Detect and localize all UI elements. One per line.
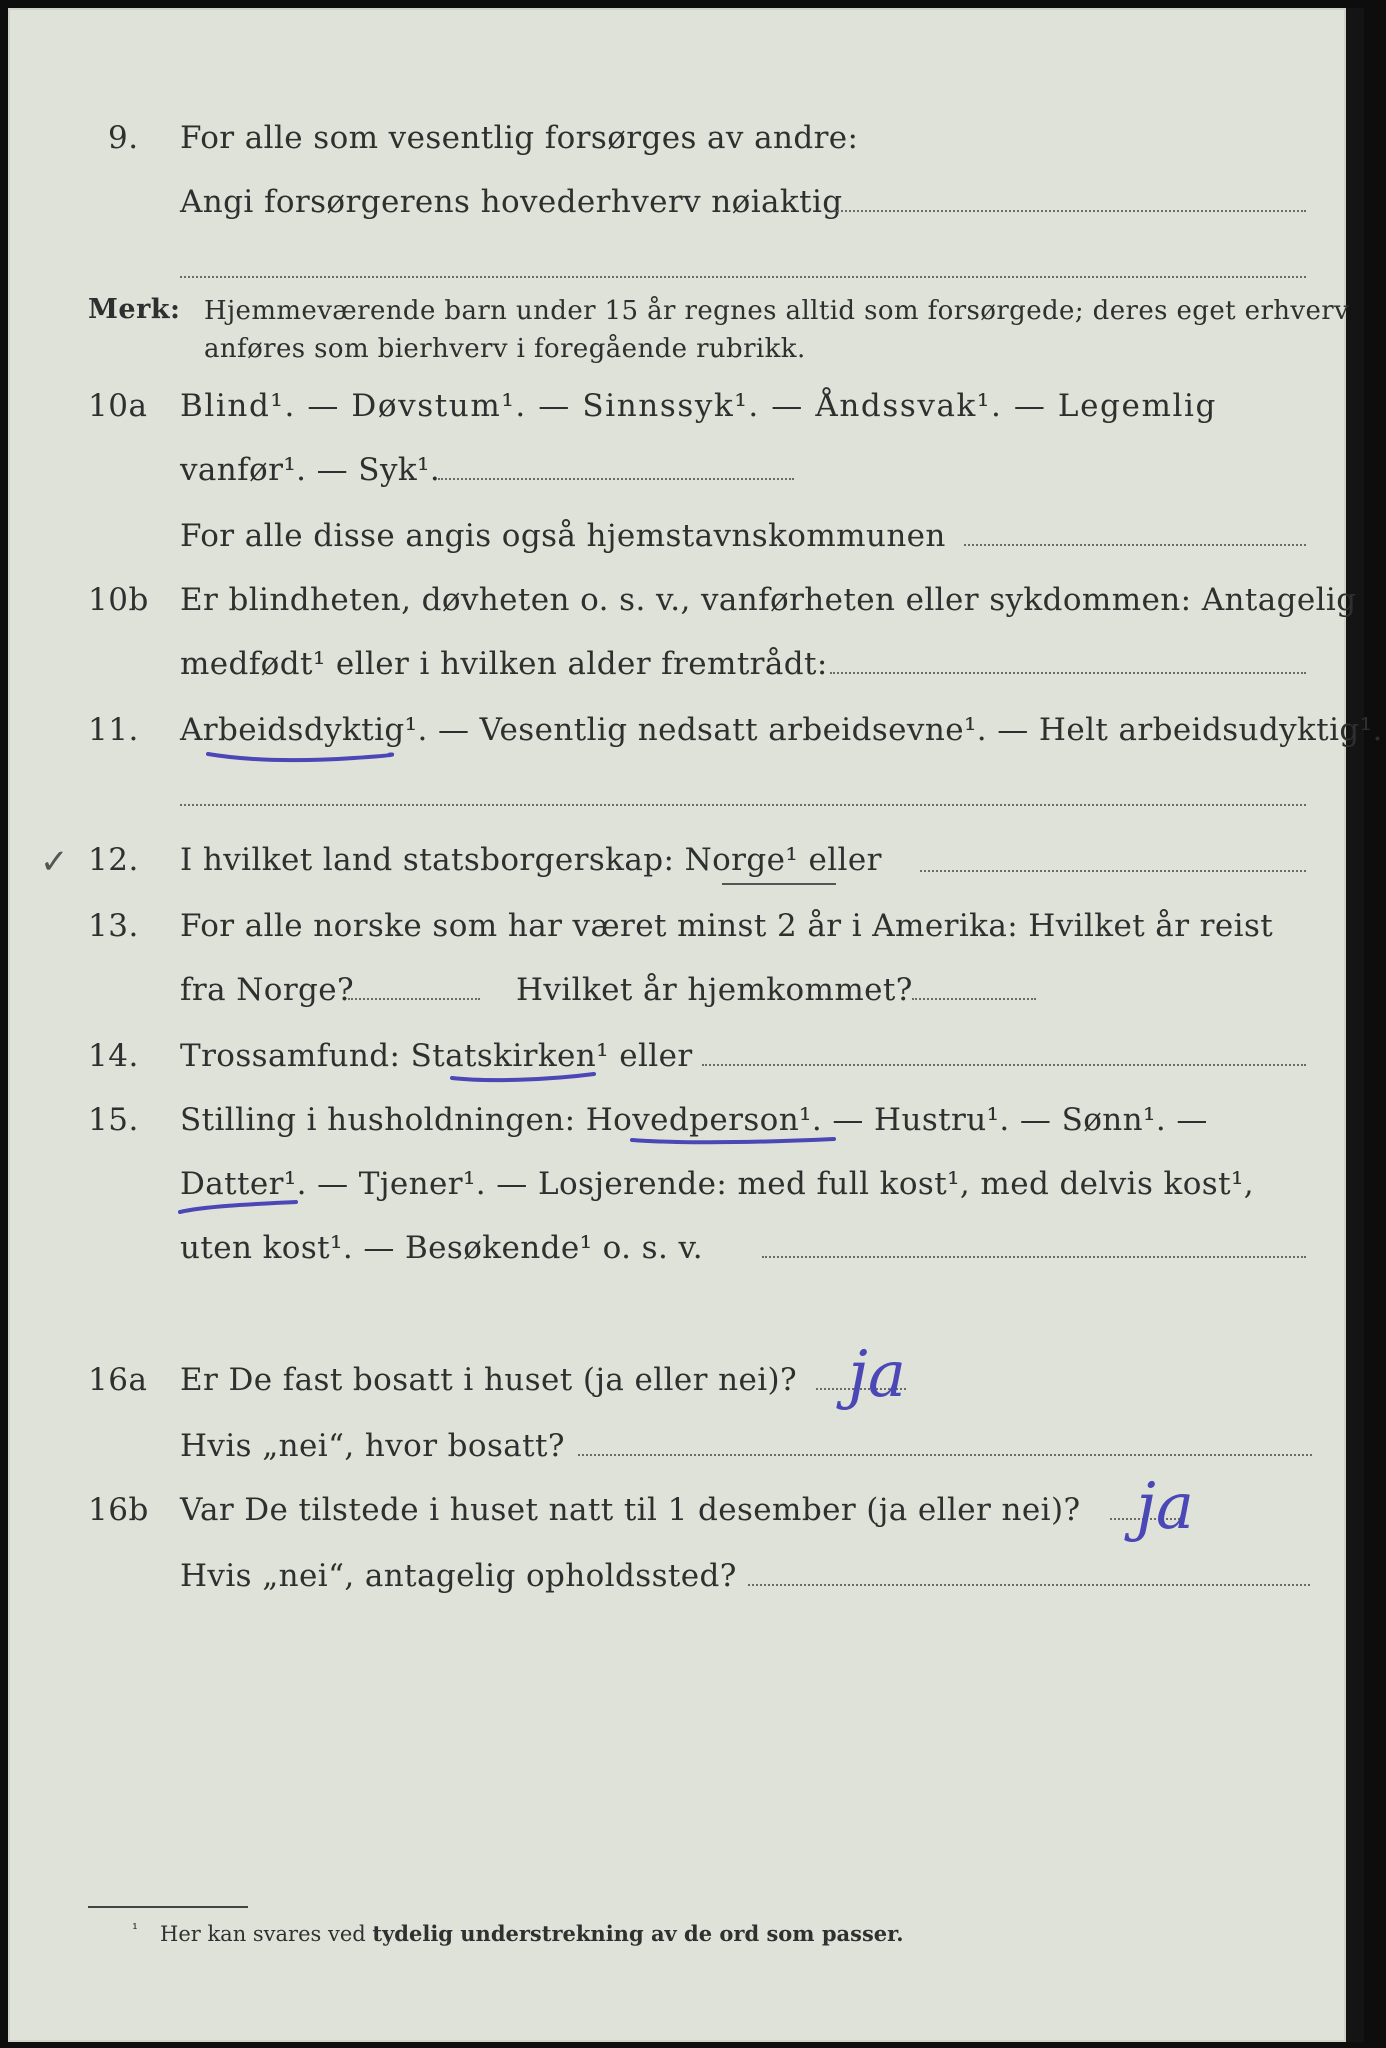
merk-line2: anføres som bierhverv i foregående rubrikk. — [204, 334, 806, 364]
q16a-number: 16a — [88, 1362, 148, 1398]
q13-line2b: Hvilket år hjemkommet? — [516, 972, 913, 1008]
q11-answer-line[interactable] — [180, 804, 1306, 806]
q16a-bosatt-line[interactable] — [578, 1454, 1312, 1456]
check-mark-icon: ✓ — [40, 842, 69, 882]
q12-underline — [720, 876, 840, 892]
q13-number: 13. — [88, 908, 139, 944]
q10b-line1: Er blindheten, døvheten o. s. v., vanførheten eller sykdommen: Antagelig — [180, 582, 1357, 618]
q12-line1: I hvilket land statsborgerskap: Norge¹ eller — [180, 842, 882, 878]
q16a-line1: Er De fast bosatt i huset (ja eller nei)? — [180, 1362, 798, 1398]
q10a-kommune-line[interactable] — [964, 544, 1306, 546]
footnote-text-a: Her kan svares ved — [160, 1922, 373, 1946]
q16b-handwritten-answer: ja — [1136, 1470, 1194, 1544]
footnote-text — [160, 1921, 904, 1946]
q9-answer-line-2[interactable] — [180, 276, 1306, 278]
q13-line1: For alle norske som har været minst 2 år i Amerika: Hvilket år reist — [180, 908, 1274, 944]
q15-answer-line[interactable] — [762, 1256, 1306, 1258]
q10b-line2: medfødt¹ eller i hvilken alder fremtrådt: — [180, 646, 828, 682]
footnote-rule — [88, 1906, 248, 1908]
q10a-number: 10a — [88, 388, 148, 424]
q14-handwritten-underline — [448, 1066, 598, 1088]
q9-line2: Angi forsørgerens hovederhverv nøiaktig — [180, 184, 843, 220]
form-page — [8, 8, 1383, 2042]
q10a-answer-line[interactable] — [438, 478, 794, 480]
q14-answer-line[interactable] — [702, 1064, 1306, 1066]
q15-handwritten-underline-hovedperson — [628, 1130, 838, 1152]
q9-answer-line[interactable] — [834, 210, 1306, 212]
q13-hjemkommet-line[interactable] — [912, 998, 1036, 1000]
q10a-line2: vanfør¹. — Syk¹. — [180, 452, 441, 488]
q15-line3: uten kost¹. — Besøkende¹ o. s. v. — [180, 1230, 703, 1266]
q10a-line3: For alle disse angis også hjemstavnskommunen — [180, 518, 946, 554]
q11-line1: Arbeidsdyktig¹. — Vesentlig nedsatt arbeidsevne¹. — Helt arbeidsudyktig¹. — [180, 712, 1383, 748]
q15-line1: Stilling i husholdningen: Hovedperson¹. — Hustru¹. — Sønn¹. — — [180, 1102, 1208, 1138]
merk-label: Merk: — [88, 294, 181, 325]
q16a-handwritten-answer: ja — [848, 1338, 906, 1412]
q16a-line2: Hvis „nei“, hvor bosatt? — [180, 1428, 565, 1464]
q15-number: 15. — [88, 1102, 139, 1138]
q16b-line2: Hvis „nei“, antagelig opholdssted? — [180, 1558, 737, 1594]
footnote-mark: ¹ — [132, 1920, 139, 1938]
q16b-number: 16b — [88, 1492, 149, 1528]
q11-handwritten-underline — [204, 746, 394, 766]
q16b-opholdssted-line[interactable] — [748, 1584, 1310, 1586]
q15-handwritten-underline-datter — [176, 1196, 306, 1222]
q9-line1: For alle som vesentlig forsørges av andre: — [180, 120, 859, 156]
q13-line2a: fra Norge? — [180, 972, 355, 1008]
merk-line1: Hjemmeværende barn under 15 år regnes alltid som forsørgede; deres eget erhverv — [204, 296, 1350, 326]
q10b-answer-line[interactable] — [830, 672, 1306, 674]
q10b-number: 10b — [88, 582, 149, 618]
q10a-line1: Blind¹. — Døvstum¹. — Sinnssyk¹. — Åndssvak¹. — Legemlig — [180, 388, 1217, 424]
q13-reist-line[interactable] — [348, 998, 480, 1000]
footnote-text-b: tydelig understrekning av de ord som passer. — [372, 1921, 904, 1946]
q14-number: 14. — [88, 1038, 139, 1074]
q12-number: 12. — [88, 842, 139, 878]
q12-answer-line[interactable] — [920, 870, 1306, 872]
q9-number: 9. — [108, 120, 139, 156]
q11-number: 11. — [88, 712, 139, 748]
q15-line2: Datter¹. — Tjener¹. — Losjerende: med full kost¹, med delvis kost¹, — [180, 1166, 1255, 1202]
q14-line1: Trossamfund: Statskirken¹ eller — [180, 1038, 693, 1074]
q16b-line1: Var De tilstede i huset natt til 1 desember (ja eller nei)? — [180, 1492, 1081, 1528]
